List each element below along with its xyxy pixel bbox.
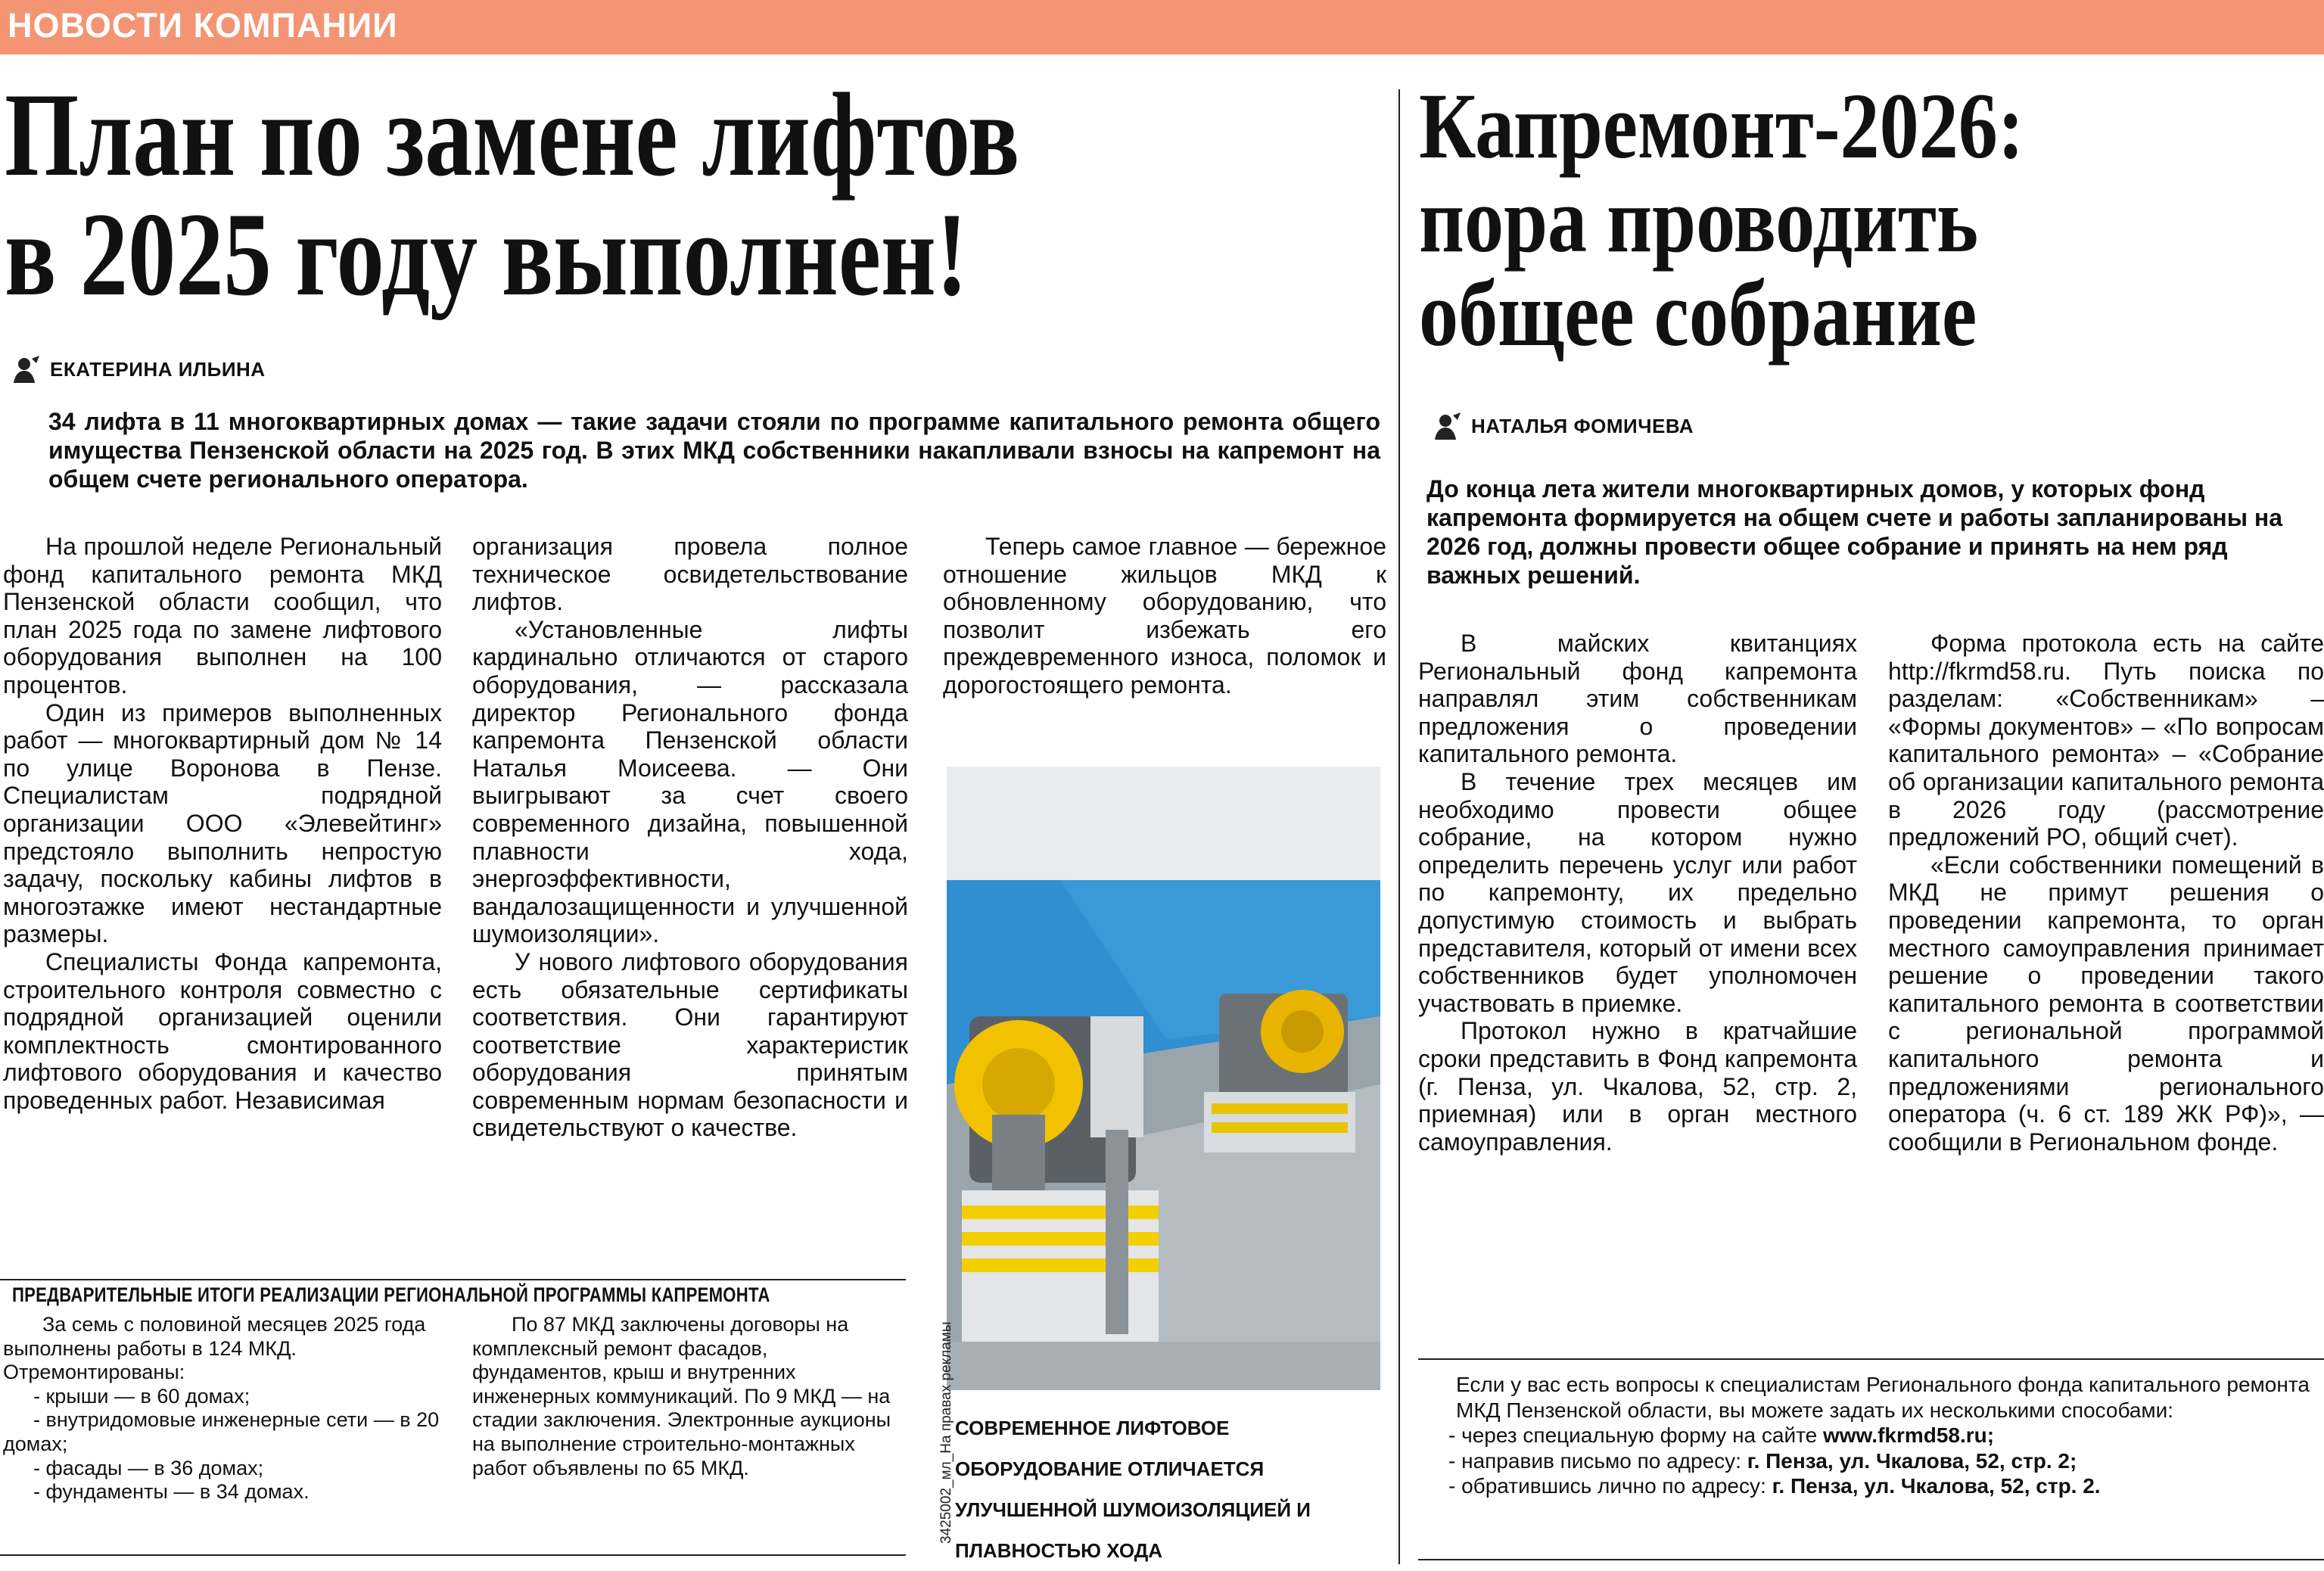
article1-headline xyxy=(5,69,1020,321)
article1-column-1 xyxy=(3,533,442,1114)
sidebar-rule-top xyxy=(0,1279,906,1280)
article1-column-3 xyxy=(943,533,1386,699)
rubric-band xyxy=(0,0,2324,54)
contact-item-visit xyxy=(1418,1473,2324,1499)
paragraph: Теперь самое главное — бережное отношение жильцов МКД к обновленному оборудованию, что позволит избежать его преждевременного износа, поломок и дорогостоящего ремонта. xyxy=(943,533,1386,698)
contact-prefix: - через специальную форму на сайте xyxy=(1448,1423,1823,1447)
paragraph: Протокол нужно в кратчайшие сроки представить в Фонд капремонта (г. Пенза, ул. Чкалова, 52, стр. 2, приемная) или в орган местного самоуправления. xyxy=(1418,1017,1857,1156)
paragraph: Один из примеров выполненных работ — многоквартирный дом № 14 по улице Воронова в Пензе. Специалистам подрядной организации ООО «Элевейтинг» предстояло выполнить непростую задачу, поскольку кабины лифтов в многоэтажке имеют нестандартные размеры. xyxy=(3,698,442,948)
sidebar-left-column xyxy=(3,1313,442,1504)
article2-headline-line3: общее собрание xyxy=(1419,262,1977,366)
paragraph: организация провела полное техническое освидетельствование лифтов. xyxy=(472,533,908,616)
contact-visit-address: г. Пенза, ул. Чкалова, 52, стр. 2. xyxy=(1772,1474,2101,1498)
article1-author: ЕКАТЕРИНА ИЛЬИНА xyxy=(50,357,266,381)
sidebar-heading xyxy=(0,1282,906,1308)
article1-headline-line1: План по замене лифтов xyxy=(5,69,1020,201)
sidebar-right-column xyxy=(472,1313,896,1480)
article2-headline-line2: пора проводить xyxy=(1419,168,1979,272)
contact-rule-bottom xyxy=(1418,1559,2324,1560)
paragraph: Специалисты Фонда капремонта, строительного контроля совместно с подрядной организацией оценили комплектность смонтированного лифтового оборудования и качество проведенных работ. Независимая xyxy=(3,947,442,1114)
contact-website: www.fkrmd58.ru; xyxy=(1822,1423,1995,1447)
photo-caption: СОВРЕМЕННОЕ ЛИФТОВОЕ ОБОРУДОВАНИЕ ОТЛИЧАЕТСЯ УЛУЧШЕННОЙ ШУМОИЗОЛЯЦИЕЙ И ПЛАВНОСТЬЮ ХОДА xyxy=(955,1417,1311,1562)
article2-author: НАТАЛЬЯ ФОМИЧЕВА xyxy=(1471,414,1694,437)
sidebar-intro: За семь с половиной месяцев 2025 года выполнены работы в 124 МКД. Отремонтированы: xyxy=(3,1313,426,1384)
contact-prefix: - направив письмо по адресу: xyxy=(1448,1448,1747,1473)
contact-item-website xyxy=(1418,1423,2324,1448)
sidebar-list-item: - фундаменты — в 34 домах. xyxy=(33,1480,310,1504)
contact-mail-address: г. Пенза, ул. Чкалова, 52, стр. 2; xyxy=(1747,1448,2077,1473)
sidebar-title: ПРЕДВАРИТЕЛЬНЫЕ ИТОГИ РЕАЛИЗАЦИИ РЕГИОНАЛЬНОЙ ПРОГРАММЫ КАПРЕМОНТА xyxy=(12,1283,770,1306)
article2-column-1 xyxy=(1418,630,1857,1156)
paragraph: У нового лифтового оборудования есть обязательные сертификаты соответствия. Они гарантируют соответствие характеристик оборудования принятым современным нормам безопасности и свидетельствуют о качестве. xyxy=(472,947,908,1142)
contact-rule-top xyxy=(1418,1358,2324,1360)
contact-item-mail xyxy=(1418,1448,2324,1474)
sidebar-right-text: По 87 МКД заключены договоры на комплексный ремонт фасадов, фундаментов, крыш и внутренних инженерных коммуникаций. По 9 МКД — на стадии заключения. Электронные аукционы на выполнение строительно-монтажных работ объявлены по 65 МКД. xyxy=(472,1313,891,1479)
article2-column-2 xyxy=(1888,630,2324,1156)
article1-byline xyxy=(11,354,266,384)
contact-block xyxy=(1418,1372,2324,1499)
rubric-label: НОВОСТИ КОМПАНИИ xyxy=(8,6,398,45)
author-pen-icon xyxy=(11,354,41,384)
sidebar-list-item: - фасады — в 36 домах; xyxy=(33,1456,264,1479)
lift-equipment-photo xyxy=(947,767,1380,1390)
paragraph: На прошлой неделе Региональный фонд капитального ремонта МКД Пензенской области сообщил, что план 2025 года по замене лифтового оборудования выполнен на 100 процентов. xyxy=(3,533,442,698)
article2-headline xyxy=(1419,74,2024,366)
sidebar-rule-bottom xyxy=(0,1554,906,1556)
photo-credit: 3425002_мл_На правах рекламы xyxy=(938,1321,954,1544)
paragraph: В течение трех месяцев им необходимо провести общее собрание, на котором нужно определить перечень услуг или работ по капремонту, их предельно допустимую стоимость и выбрать представителя, который от имени всех собственников будет уполномочен участвовать в приемке. xyxy=(1418,767,1857,1017)
paragraph: В майских квитанциях Региональный фонд капремонта направлял этим собственникам предложения о проведении капитального ремонта. xyxy=(1418,630,1857,768)
column-divider xyxy=(1398,89,1400,1564)
contact-prefix: - обратившись лично по адресу: xyxy=(1448,1474,1772,1498)
contact-intro: Если у вас есть вопросы к специалистам Регионального фонда капитального ремонта МКД Пензенской области, вы можете задать их несколькими способами: xyxy=(1456,1373,2310,1422)
sidebar-list-item: - внутридомовые инженерные сети — в 20 домах; xyxy=(3,1408,440,1455)
sidebar-list-item: - крыши — в 60 домах; xyxy=(33,1384,250,1408)
author-pen-icon xyxy=(1432,411,1462,441)
article1-lead: 34 лифта в 11 многоквартирных домах — такие задачи стояли по программе капитального ремонта общего имущества Пензенской области на 2025 год. В этих МКД собственники накапливали взносы на капремонт на общем счете регионального оператора. xyxy=(48,408,1380,493)
paragraph: «Установленные лифты кардинально отличаются от старого оборудования, — рассказала директор Регионального фонда капремонта Пензенской области Наталья Моисеева. — Они выигрывают за счет своего современного дизайна, повышенной плавности хода, энергоэффективности, вандалозащищенности и улучшенной шумоизоляции». xyxy=(472,615,908,948)
paragraph: «Если собственники помещений в МКД не примут решения о проведении капремонта, то орган местного самоуправления принимает решение о проведении такого капитального ремонта в соответствии с региональной программой капитального ремонта и предложениями регионального оператора (ч. 6 ст. 189 ЖК РФ)», — сообщили в Региональном фонде. xyxy=(1888,851,2324,1156)
article2-lead: До конца лета жители многоквартирных домов, у которых фонд капремонта формируется на общем счете и работы запланированы на 2026 год, должны провести общее собрание и принять на нем ряд важных решений. xyxy=(1426,475,2283,589)
paragraph: Форма протокола есть на сайте http://fkrmd58.ru. Путь поиска по разделам: «Собственникам» – «Формы документов» – «По вопросам капитального ремонта» – «Собрание об организации капитального ремонта в 2026 году (рассмотрение предложений РО, общий счет). xyxy=(1888,630,2324,851)
article1-headline-line2: в 2025 году выполнен! xyxy=(5,188,968,321)
article2-headline-line1: Капремонт-2026: xyxy=(1419,74,2024,178)
article2-byline xyxy=(1432,411,1694,441)
article1-column-2 xyxy=(472,533,908,1142)
